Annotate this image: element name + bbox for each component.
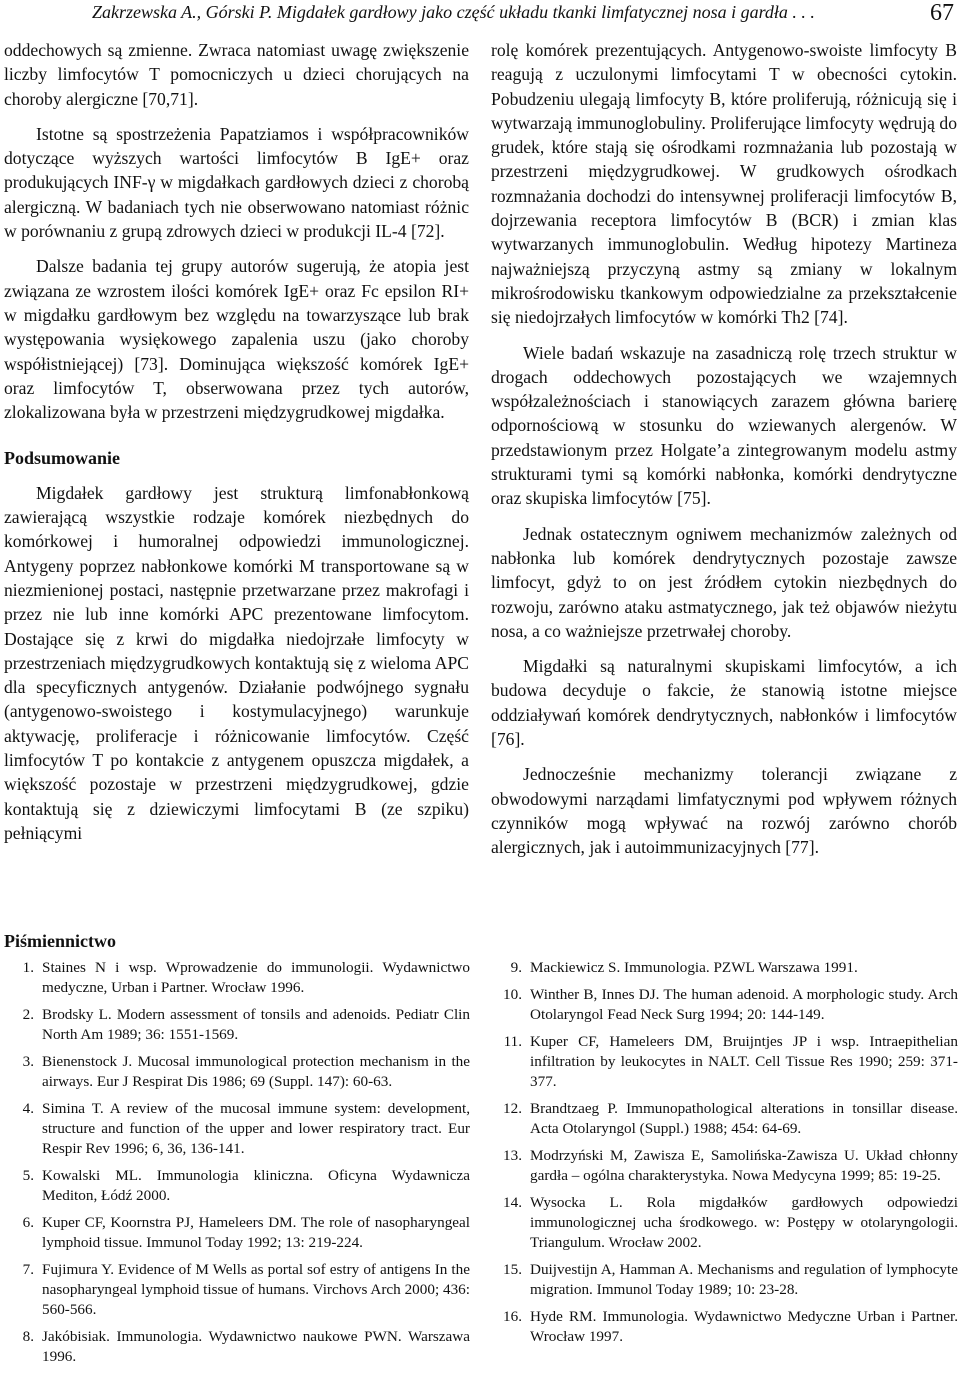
reference-item: [492, 958, 958, 978]
reference-number: 6.: [22, 1214, 34, 1231]
reference-number: 5.: [22, 1167, 34, 1184]
reference-text: Kuper CF, Koornstra PJ, Hameleers DM. The role of nasopharyngeal lymphoid tissue. Immunol Today 1992; 13: 219-224.: [42, 1214, 470, 1251]
reference-number: 16.: [503, 1308, 522, 1325]
reference-item: [492, 1146, 958, 1186]
references-right: [492, 958, 958, 1354]
reference-number: 2.: [22, 1006, 34, 1023]
reference-text: Winther B, Innes DJ. The human adenoid. A morphologic study. Arch Otolaryngol Fead Neck Surg 1994; 20: 144-149.: [530, 986, 958, 1023]
reference-number: 10.: [503, 986, 522, 1003]
page-number: 67: [930, 0, 954, 26]
paragraph: rolę komórek prezentujących. Antygenowo-swoiste limfocyty B reagują z uczulonymi limfocytami T w obecności cytokin. Pobudzeniu ulegają limfocyty B, które proliferują, różnicują się i wytwarzają immunoglobuliny. Proliferujące limfocyty wędrują do grudek, które stają się ośrodkami rozmnażania lub pozostają w przestrzeni międzygrudkowej. W grudkowych ośrodkach rozmnażania dochodzi do intensywnej proliferacji limfocytów B, dojrzewania receptora limfocytów B (BCR) i zmian klas wytwarzanych immunoglobulin. Według hipotezy Martineza najważniejszą przyczyną astmy są zmiany w lokalnym mikrośrodowisku tkankowym odpowiedzialne za przekształcenie się niedojrzałych limfocytów w komórki Th2 [74].: [491, 40, 957, 328]
reference-number: 11.: [503, 1033, 522, 1050]
paragraph: Wiele badań wskazuje na zasadniczą rolę trzech struktur w drogach oddechowych pozostających we wzajemnych współzależnościach i stanowiących zarazem główna barierę odpornościową w stosunku do wziewanych alergenów. W przedstawionym przez Holgate’a zintegrowanym modelu astmy strukturami tymi są komórki nabłonka, komórki dendrytyczne oraz skupiska limfocytów [75].: [491, 342, 957, 509]
reference-text: Fujimura Y. Evidence of M Wells as portal sof estry of antigens In the nasopharyngeal lymphoid tissue of humans. Virchovs Arch 2000; 436: 560-566.: [42, 1261, 470, 1318]
reference-number: 4.: [22, 1100, 34, 1117]
paragraph: Jednak ostatecznym ogniwem mechanizmów zależnych od nabłonka lub komórek dendrytycznych pozostaje zawsze limfocyt, gdyż to on jest źródłem cytokin niezbędnych do rozwoju, zarówno ataku astmatycznego, jak też objawów nieżytu nosa, a co ważniejsze przetrwałej choroby.: [491, 523, 957, 641]
section-heading: Podsumowanie: [4, 448, 121, 469]
reference-item: [4, 958, 470, 998]
paragraph: Dalsze badania tej grupy autorów sugerują, że atopia jest związana ze wzrostem ilości komórek IgE+ oraz Fc epsilon RI+ w migdałku gardłowym bez względu na towarzyszące lub brak występowania wysiękowego zapalenia uszu (jako choroby współistniejącej) [73]. Dominująca większość komórek IgE+ oraz limfocytów T, obserwowana przez tych autorów, zlokalizowana była w przestrzeni międzygrudkowej migdałka.: [4, 256, 469, 423]
reference-number: 9.: [510, 959, 522, 976]
reference-item: [4, 1005, 470, 1045]
reference-number: 1.: [22, 959, 34, 976]
reference-number: 13.: [503, 1147, 522, 1164]
reference-text: Wysocka L. Rola migdałków gardłowych odpowiedzi immunologicznej ucha środkowego. w: Postępy w otolaryngologii. Triangulum. Wrocław 2002.: [530, 1194, 958, 1251]
reference-text: Brodsky L. Modern assessment of tonsils and adenoids. Pediatr Clin North Am 1989; 36: 1551-1569.: [42, 1006, 470, 1043]
reference-item: [4, 1327, 470, 1367]
reference-text: Mackiewicz S. Immunologia. PZWL Warszawa 1991.: [530, 959, 858, 976]
reference-item: [492, 1032, 958, 1092]
reference-text: Brandtzaeg P. Immunopathological alterations in tonsillar disease. Acta Otolaryngol (Suppl.) 1988; 454: 64-69.: [530, 1100, 958, 1137]
reference-number: 7.: [22, 1261, 34, 1278]
paragraph: Jednocześnie mechanizmy tolerancji związane z obwodowymi narządami limfatycznymi pod wpływem różnych czynników mogą wpływać na rozwój zarówno chorób alergicznych, jak i autoimmunizacyjnych [77].: [491, 764, 957, 858]
reference-text: Kowalski ML. Immunologia kliniczna. Oficyna Wydawnicza Mediton, Łódź 2000.: [42, 1167, 470, 1204]
reference-number: 14.: [503, 1194, 522, 1211]
reference-text: Modrzyński M, Zawisza E, Samolińska-Zawisza U. Układ chłonny gardła – ogólna charakterystyka. Nowa Medycyna 1999; 85: 19-25.: [530, 1147, 958, 1184]
reference-number: 3.: [22, 1053, 34, 1070]
reference-text: Bienenstock J. Mucosal immunological protection mechanism in the airways. Eur J Respirat Dis 1986; 69 (Suppl. 147): 60-63.: [42, 1053, 470, 1090]
reference-text: Duijvestijn A, Hamman A. Mechanisms and regulation of lymphocyte migration. Immunol Today 1989; 10: 23-28.: [530, 1261, 958, 1298]
references-left: [4, 958, 470, 1374]
reference-item: [492, 1193, 958, 1253]
right-column: [491, 38, 957, 871]
reference-item: [492, 1307, 958, 1347]
reference-item: [4, 1260, 470, 1320]
reference-item: [4, 1213, 470, 1253]
left-column: [4, 38, 469, 856]
reference-text: Kuper CF, Hameleers DM, Bruijntjes JP i wsp. Intraepithelian infiltration by leukocytes in NALT. Cell Tissue Res 1990; 259: 371-377.: [530, 1033, 958, 1090]
reference-item: [4, 1099, 470, 1159]
reference-text: Staines N i wsp. Wprowadzenie do immunologii. Wydawnictwo medyczne, Urban i Partner. Wrocław 1996.: [42, 959, 470, 996]
running-title: Zakrzewska A., Górski P. Migdałek gardłowy jako część układu tkanki limfatycznej nosa i gardła . . .: [92, 2, 815, 22]
reference-item: [492, 1260, 958, 1300]
reference-item: [492, 985, 958, 1025]
reference-item: [4, 1052, 470, 1092]
reference-text: Hyde RM. Immunologia. Wydawnictwo Medyczne Urban i Partner. Wrocław 1997.: [530, 1308, 958, 1345]
reference-number: 8.: [22, 1328, 34, 1345]
paragraph: Istotne są spostrzeżenia Papatziamos i współpracowników dotyczące wyższych wartości limfocytów B IgE+ oraz produkujących INF-γ w migdałkach gardłowych dzieci z chorobą alergiczną. W badaniach tych nie obserwowano natomiast różnic w porównaniu z grupą zdrowych dzieci w produkcji IL-4 [72].: [4, 123, 469, 242]
paragraph: Migdałek gardłowy jest strukturą limfonabłonkową zawierającą wszystkie rodzaje komórek niezbędnych do komórkowej i humoralnej odpowiedzi immunologicznej. Antygeny poprzez nabłonkowe komórki M transportowane są w niezmienionej postaci, następnie przetwarzane przez makrofagi i przez nie lub inne komórki APC prezentowane limfocytom. Dostające się z krwi do migdałka niedojrzałe limfocyty w przestrzeniach międzygrudkowych kontaktują się z wieloma APC dla specyficznych antygenów. Działanie podwójnego sygnału (antygenowo-swoistego i kostymulacyjnego) warunkuje aktywację, proliferacje i różnicowanie limfocytów. Część limfocytów T po kontakcie z antygenem opuszcza migdałek, a większość pozostaje w przestrzeni międzygrudkowej, gdzie kontaktują się z dziewiczymi limfocytami B (ze szpiku) pełniącymi: [4, 482, 469, 843]
reference-number: 12.: [503, 1100, 522, 1117]
references-heading: Piśmiennictwo: [4, 931, 116, 951]
reference-text: Jakóbisiak. Immunologia. Wydawnictwo naukowe PWN. Warszawa 1996.: [42, 1328, 470, 1365]
page-header: [0, 0, 960, 36]
paragraph: oddechowych są zmienne. Zwraca natomiast uwagę zwiększenie liczby limfocytów T pomocniczych u dzieci chorujących na choroby alergiczne [70,71].: [4, 40, 469, 109]
reference-item: [4, 1166, 470, 1206]
reference-text: Simina T. A review of the mucosal immune system: development, structure and function of the upper and lower respiratory tract. Eur Respir Rev 1996; 6, 36, 136-141.: [42, 1100, 470, 1157]
reference-number: 15.: [503, 1261, 522, 1278]
reference-item: [492, 1099, 958, 1139]
paragraph: Migdałki są naturalnymi skupiskami limfocytów, a ich budowa decyduje o fakcie, że stanowią istotne miejsce oddziaływań komórek dendrytycznych, nabłonków i limfocytów [76].: [491, 656, 957, 750]
